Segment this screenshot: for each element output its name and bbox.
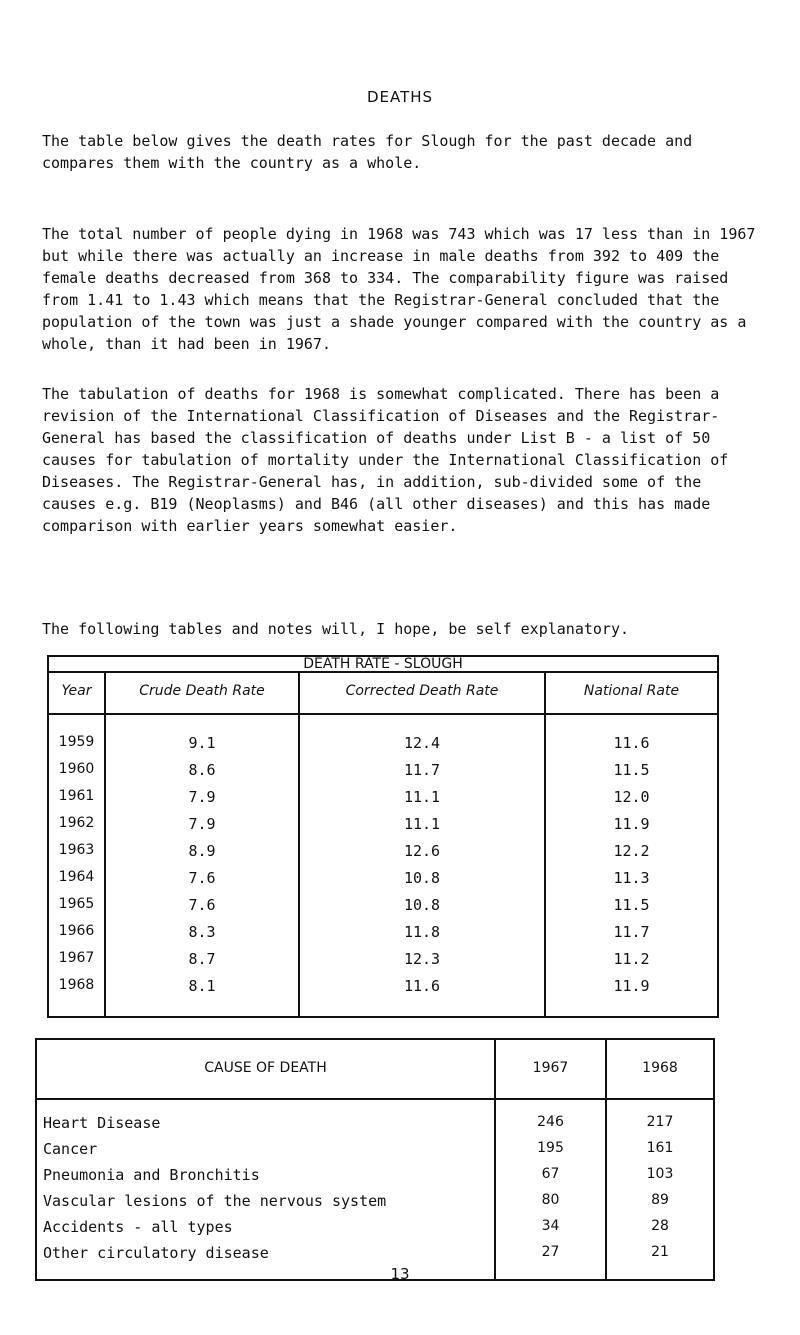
cell-1968: 161 bbox=[646, 1140, 674, 1156]
column-header-cause: CAUSE OF DEATH bbox=[204, 1060, 327, 1076]
cell-corrected-rate: 11.7 bbox=[403, 761, 441, 779]
cell-national-rate: 11.3 bbox=[613, 869, 650, 887]
cell-corrected-rate: 12.3 bbox=[403, 950, 441, 968]
death-rate-table-title: DEATH RATE - SLOUGH bbox=[303, 656, 463, 672]
cell-national-rate: 11.5 bbox=[613, 761, 650, 779]
column-header-1968: 1968 bbox=[642, 1060, 678, 1076]
cell-year: 1961 bbox=[58, 788, 95, 804]
cell-crude-rate: 8.6 bbox=[188, 761, 216, 779]
cell-year: 1960 bbox=[58, 761, 95, 777]
cell-corrected-rate: 12.4 bbox=[403, 734, 441, 752]
cell-year: 1964 bbox=[58, 869, 95, 885]
cell-national-rate: 11.7 bbox=[613, 923, 650, 941]
cell-national-rate: 11.2 bbox=[613, 950, 650, 968]
cell-crude-rate: 8.1 bbox=[188, 977, 216, 995]
cell-1968: 28 bbox=[651, 1218, 669, 1234]
cell-crude-rate: 9.1 bbox=[188, 734, 216, 752]
cell-crude-rate: 8.9 bbox=[188, 842, 216, 860]
cell-cause: Cancer bbox=[43, 1140, 98, 1158]
cell-year: 1966 bbox=[58, 923, 95, 939]
tabulation-paragraph: The tabulation of deaths for 1968 is somewhat complicated. There has been a revision of the International Classification of Diseases and the Registrar-General has based the classification of deaths under List B - a list of 50 causes for tabulation of mortality under the International Classification of Diseases. The Registrar-General has, in addition, sub-divided some of the causes e.g. B19 (Neoplasms) and B46 (all other diseases) and this has made comparison with earlier years somewhat easier. bbox=[42, 385, 729, 535]
intro-paragraph: The table below gives the death rates for Slough for the past decade and compares them with the country as a whole. bbox=[42, 132, 693, 172]
column-header-1967: 1967 bbox=[532, 1060, 569, 1076]
cell-national-rate: 11.9 bbox=[613, 977, 650, 995]
column-header-year: Year bbox=[61, 683, 92, 699]
cell-corrected-rate: 11.1 bbox=[403, 788, 441, 806]
column-header-crude-rate: Crude Death Rate bbox=[139, 683, 265, 699]
cell-1967: 80 bbox=[541, 1192, 560, 1208]
cell-cause: Pneumonia and Bronchitis bbox=[43, 1166, 260, 1184]
cell-cause: Accidents - all types bbox=[43, 1218, 233, 1236]
deaths-total-paragraph: The total number of people dying in 1968 was 743 which was 17 less than in 1967 but while there was actually an increase in male deaths from 392 to 409 the female deaths decreased from 368 to 334. The comparability figure was raised from 1.41 to 1.43 which means that the Registrar-General concluded that the population of the town was just a shade younger compared with the country as a whole, than it had been in 1967. bbox=[42, 225, 756, 353]
cell-crude-rate: 7.9 bbox=[188, 815, 216, 833]
cell-corrected-rate: 10.8 bbox=[403, 896, 441, 914]
cell-year: 1962 bbox=[58, 815, 95, 831]
cell-crude-rate: 8.7 bbox=[188, 950, 216, 968]
cell-1967: 34 bbox=[541, 1218, 560, 1234]
cell-crude-rate: 8.3 bbox=[188, 923, 216, 941]
page-number: 13 bbox=[390, 1265, 410, 1283]
column-header-national-rate: National Rate bbox=[583, 683, 680, 699]
cell-1968: 217 bbox=[646, 1114, 674, 1130]
cell-year: 1963 bbox=[58, 842, 95, 858]
cell-national-rate: 12.2 bbox=[613, 842, 650, 860]
cell-corrected-rate: 11.6 bbox=[403, 977, 441, 995]
cell-national-rate: 11.9 bbox=[613, 815, 650, 833]
cell-corrected-rate: 11.8 bbox=[403, 923, 441, 941]
page-title: DEATHS bbox=[366, 88, 434, 106]
cell-1967: 195 bbox=[537, 1140, 564, 1156]
cell-national-rate: 12.0 bbox=[613, 788, 650, 806]
cell-1967: 67 bbox=[541, 1166, 560, 1182]
cell-1967: 27 bbox=[541, 1244, 560, 1260]
cell-year: 1965 bbox=[58, 896, 95, 912]
cell-national-rate: 11.6 bbox=[613, 734, 650, 752]
cell-national-rate: 11.5 bbox=[613, 896, 650, 914]
cell-1968: 89 bbox=[651, 1192, 669, 1208]
cell-cause: Vascular lesions of the nervous system bbox=[43, 1192, 387, 1210]
cell-corrected-rate: 11.1 bbox=[403, 815, 441, 833]
cell-year: 1959 bbox=[58, 734, 95, 750]
cell-cause: Heart Disease bbox=[43, 1114, 161, 1132]
cell-crude-rate: 7.6 bbox=[188, 869, 216, 887]
cell-cause: Other circulatory disease bbox=[43, 1244, 269, 1262]
cell-1968: 103 bbox=[646, 1166, 674, 1182]
cell-crude-rate: 7.6 bbox=[188, 896, 216, 914]
column-header-corrected-rate: Corrected Death Rate bbox=[345, 683, 499, 699]
cell-year: 1968 bbox=[58, 977, 95, 993]
cell-crude-rate: 7.9 bbox=[188, 788, 216, 806]
cell-corrected-rate: 10.8 bbox=[403, 869, 441, 887]
cell-1967: 246 bbox=[537, 1114, 564, 1130]
cell-year: 1967 bbox=[58, 950, 95, 966]
cell-corrected-rate: 12.6 bbox=[403, 842, 441, 860]
cell-1968: 21 bbox=[651, 1244, 669, 1260]
closing-paragraph: The following tables and notes will, I hope, be self explanatory. bbox=[42, 620, 629, 638]
